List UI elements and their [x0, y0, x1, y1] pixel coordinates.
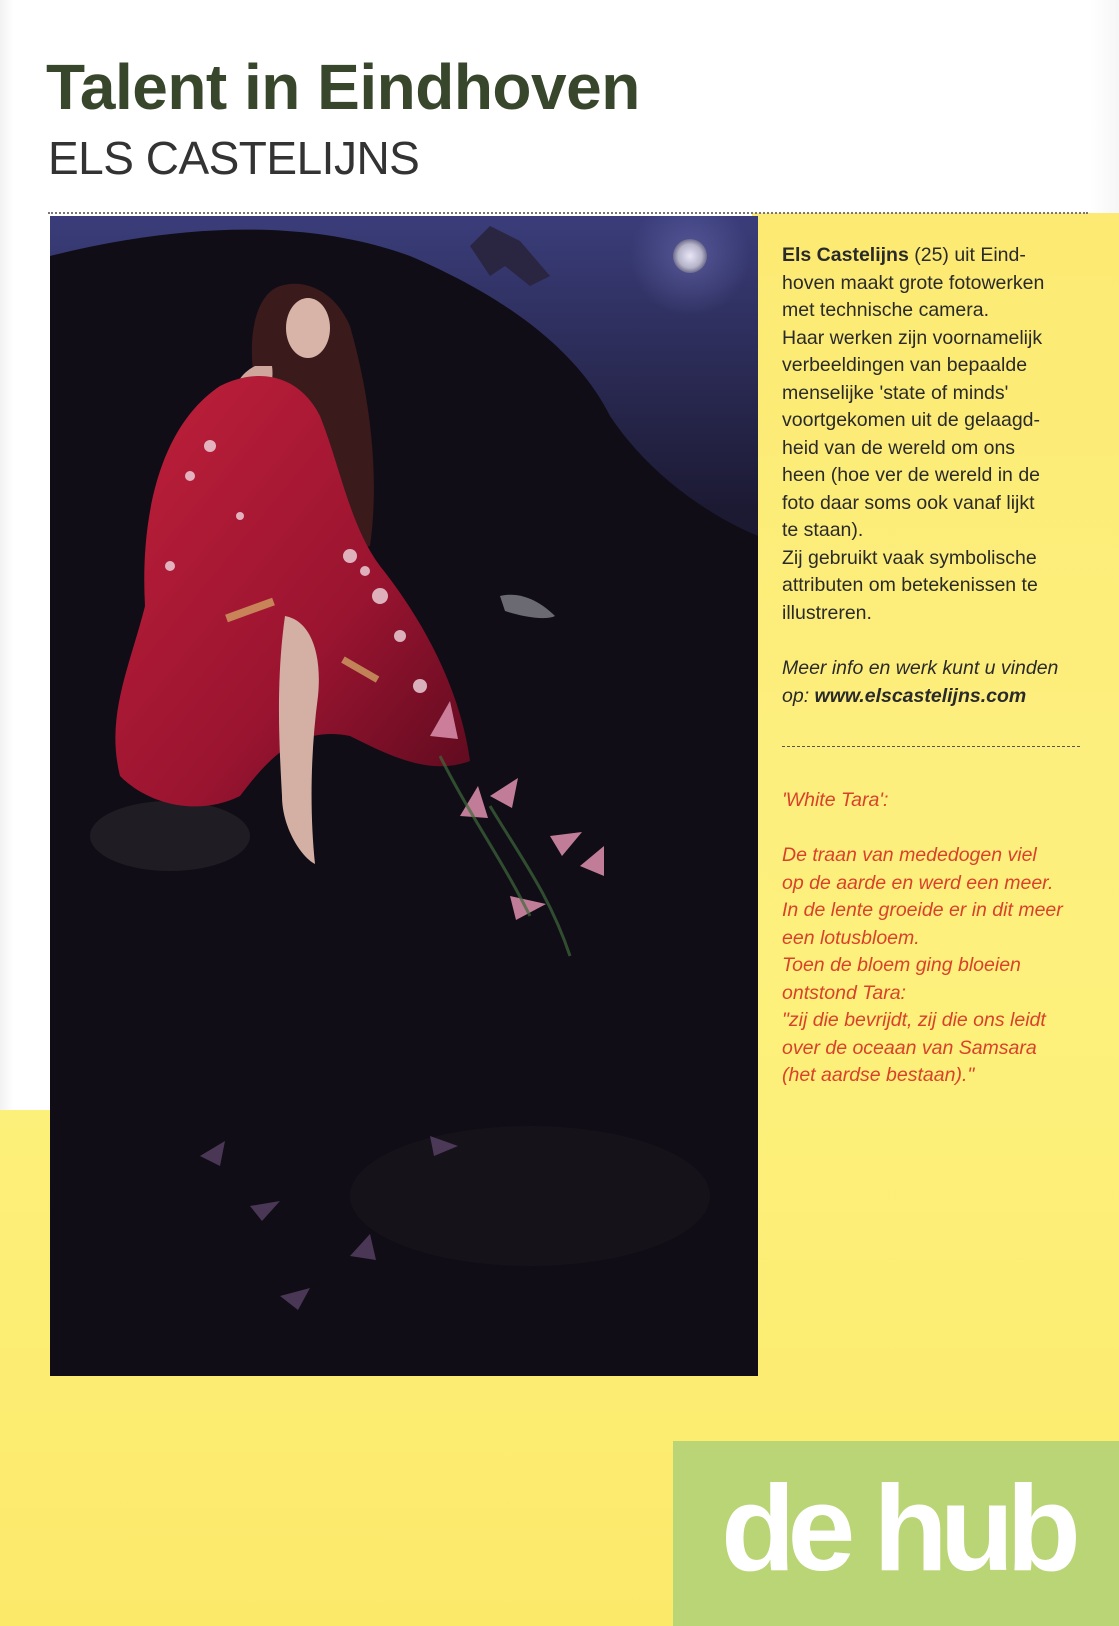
- de-hub-logo: [673, 1441, 1119, 1626]
- page-title: Talent in Eindhoven: [46, 51, 640, 123]
- poem-line: De traan van mededogen viel: [782, 844, 1037, 866]
- dotted-divider: [48, 212, 1088, 214]
- artwork-photo: [50, 216, 758, 1376]
- bio-line: met technische camera.: [782, 299, 990, 321]
- bio-line: heen (hoe ver de wereld in de: [782, 464, 1041, 486]
- bio-line: Zij gebruikt vaak symbolische: [782, 546, 1037, 569]
- poem-title: 'White Tara':: [782, 789, 889, 811]
- more-info-text: Meer info en werk kunt u vinden: [782, 657, 1059, 679]
- bio-line: te staan).: [782, 519, 864, 541]
- poem-line: (het aardse bestaan).": [782, 1064, 975, 1086]
- dashed-divider: [782, 746, 1080, 747]
- bio-line: attributen om betekenissen te: [782, 574, 1038, 596]
- bio-line: Haar werken zijn voornamelijk: [782, 326, 1043, 349]
- poem-line: over de oceaan van Samsara: [782, 1036, 1037, 1059]
- poem-line: ontstond Tara:: [782, 981, 906, 1004]
- artwork-illustration: [50, 216, 758, 1376]
- bio-line: hoven maakt grote fotowerken: [782, 271, 1045, 294]
- poem-line: een lotusbloem.: [782, 926, 920, 949]
- sidebar-text: [782, 242, 1092, 1090]
- poem-line: op de aarde en werd een meer.: [782, 871, 1054, 894]
- bio-line: heid van de wereld om ons: [782, 436, 1016, 459]
- poem-line: In de lente groeide er in dit meer: [782, 899, 1063, 921]
- bio-line: foto daar soms ook vanaf lijkt: [782, 491, 1035, 514]
- bio-name: Els Castelijns: [782, 244, 909, 266]
- poem-line: "zij die bevrijdt, zij die ons leidt: [782, 1009, 1046, 1031]
- website-link[interactable]: www.elscastelijns.com: [814, 684, 1027, 707]
- bio-line: voortgekomen uit de gelaagd-: [782, 409, 1041, 431]
- artist-name-heading: ELS CASTELIJNS: [48, 132, 420, 184]
- artist-bio: [782, 242, 1092, 627]
- more-info: [782, 655, 1092, 710]
- bio-line: illustreren.: [782, 601, 872, 624]
- poem: [782, 787, 1092, 1090]
- bio-line: verbeeldingen van bepaalde: [782, 354, 1028, 376]
- bio-line: (25) uit Eind-: [908, 244, 1026, 266]
- poem-line: Toen de bloem ging bloeien: [782, 954, 1021, 976]
- more-info-prefix: op:: [782, 684, 815, 707]
- logo-text: de hub: [721, 1460, 1073, 1596]
- bio-line: menselijke 'state of minds': [782, 381, 1009, 404]
